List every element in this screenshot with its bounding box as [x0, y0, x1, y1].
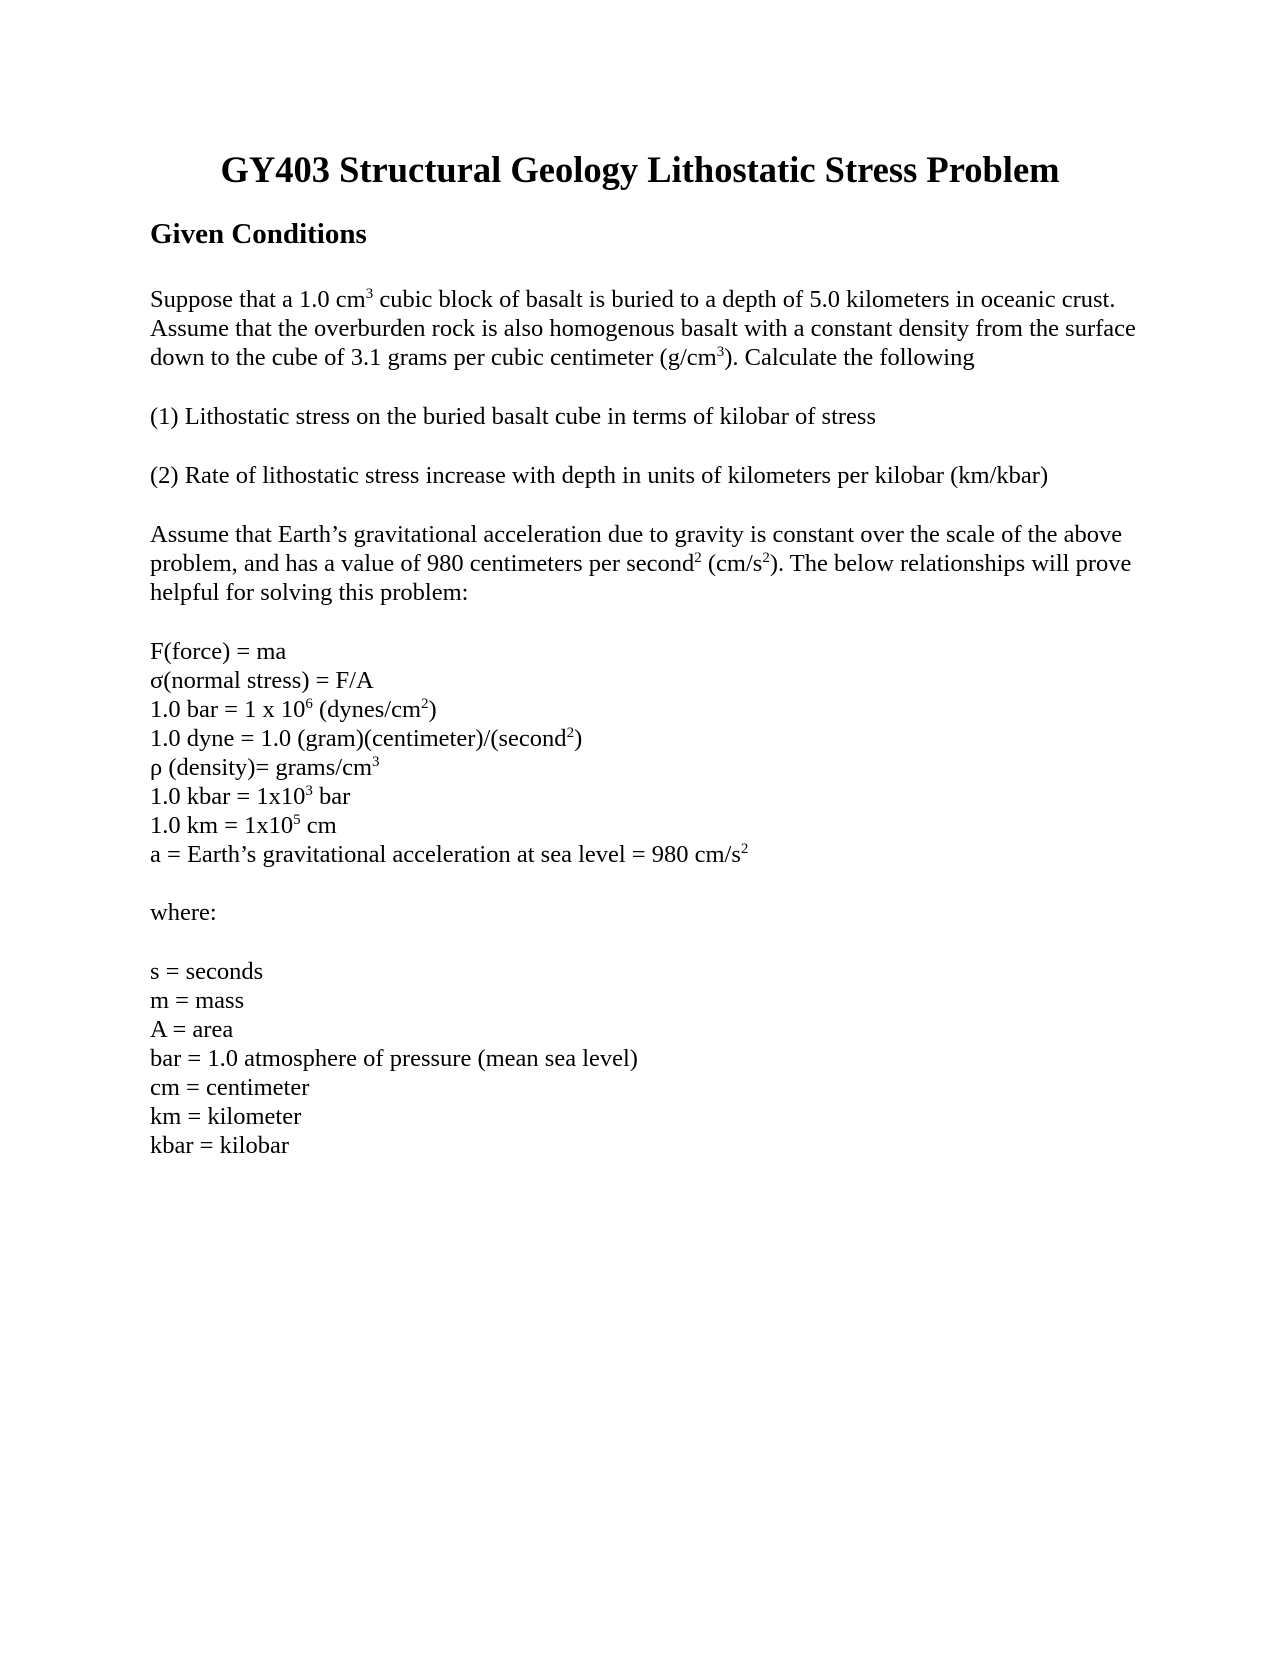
- assume-superscript-2: 2: [762, 550, 770, 566]
- section-heading: Given Conditions: [150, 218, 367, 250]
- relationship-acceleration: [150, 840, 1150, 869]
- document-body: [150, 214, 1150, 1189]
- definition-item: km = kilometer: [150, 1103, 302, 1130]
- relationship-acceleration-superscript: 2: [740, 841, 749, 857]
- relationship-km-superscript: 5: [293, 812, 301, 828]
- relationship-density-text: ρ (density)= grams/cm: [150, 754, 372, 781]
- relationship-dyne-superscript: 2: [566, 725, 575, 741]
- relationship-km-text-1: 1.0 km = 1x10: [150, 812, 294, 839]
- relationship-acceleration-text: a = Earth’s gravitational acceleration at sea level = 980 cm/s: [150, 841, 741, 868]
- page-title: GY403 Structural Geology Lithostatic Stress Problem: [220, 149, 1060, 190]
- relationship-dyne: [150, 724, 1150, 753]
- relationship-kbar: [150, 782, 1150, 811]
- intro-text-3: ). Calculate the following: [724, 344, 975, 371]
- definition-item: cm = centimeter: [150, 1074, 310, 1101]
- definition-item: m = mass: [150, 987, 245, 1014]
- intro-superscript-2: 3: [716, 344, 725, 360]
- relationship-density-superscript: 3: [372, 754, 380, 770]
- assume-text-2: (cm/s: [701, 550, 763, 577]
- definition-item: A = area: [150, 1016, 234, 1043]
- relationship-bar-text-2: (dynes/cm: [312, 696, 422, 723]
- relationship-km: [150, 811, 1150, 840]
- intro-text-1: Suppose that a 1.0 cm: [150, 286, 366, 313]
- assume-text-1: Assume that Earth’s gravitational acceleration due to gravity is constant over the scale of the above problem, and has a value of 980 centimeters per second: [150, 521, 1123, 577]
- intro-superscript-1: 3: [365, 286, 374, 302]
- intro-text-2: cubic block of basalt is buried to a depth of 5.0 kilometers in oceanic crust. Assume that the overburden rock is also homogenous basalt with a constant density from the surface down to the cube of 3.1 grams per cubic centimeter (g/cm: [150, 286, 1136, 371]
- definition-item: s = seconds: [150, 958, 264, 985]
- relationship-force: F(force) = ma: [150, 638, 287, 665]
- relationship-bar-text-3: ): [428, 696, 437, 723]
- relationship-dyne-text-1: 1.0 dyne = 1.0 (gram)(centimeter)/(second: [150, 725, 567, 752]
- definition-item: bar = 1.0 atmosphere of pressure (mean sea level): [150, 1045, 638, 1072]
- where-label: where:: [150, 899, 217, 926]
- definition-item: kbar = kilobar: [150, 1132, 289, 1159]
- relationship-bar: [150, 695, 1150, 724]
- relationship-bar-superscript-2: 2: [421, 696, 429, 712]
- definitions-list: [150, 957, 1150, 1160]
- relationship-kbar-superscript: 3: [305, 783, 313, 799]
- relationship-bar-superscript-1: 6: [305, 696, 313, 712]
- relationship-km-text-2: cm: [300, 812, 337, 839]
- intro-paragraph: [150, 285, 1150, 372]
- relationship-density: [150, 753, 1150, 782]
- relationship-dyne-text-2: ): [574, 725, 583, 752]
- assume-superscript-1: 2: [694, 550, 702, 566]
- relationship-kbar-text-2: bar: [312, 783, 351, 810]
- relationships-list: [150, 637, 1150, 869]
- assumption-paragraph: [150, 520, 1150, 607]
- question-1: (1) Lithostatic stress on the buried basalt cube in terms of kilobar of stress: [150, 403, 876, 430]
- relationship-bar-text-1: 1.0 bar = 1 x 10: [150, 696, 306, 723]
- relationship-kbar-text-1: 1.0 kbar = 1x10: [150, 783, 306, 810]
- assume-text-3: ). The below relationships will prove helpful for solving this problem:: [150, 550, 1132, 606]
- relationship-normal-stress: σ(normal stress) = F/A: [150, 667, 374, 694]
- question-2: (2) Rate of lithostatic stress increase with depth in units of kilometers per kilobar (km/kbar): [150, 462, 1049, 489]
